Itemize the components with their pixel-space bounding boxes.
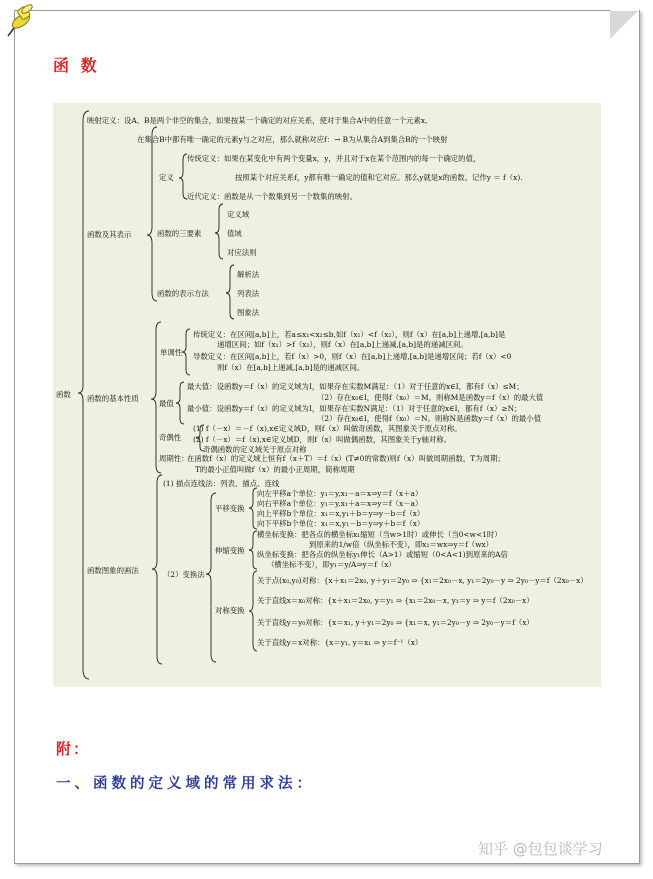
section-heading: 一、函数的定义域的常用求法： bbox=[56, 776, 315, 792]
modern-definition: 近代定义：函数是从一个数集到另一个数集的映射。 bbox=[187, 192, 357, 201]
parity-domain-note: 奇偶函数的定义域关于原点对称 bbox=[203, 445, 307, 454]
traditional-definition: 传统定义：如果在某变化中有两个变量x，y，并且对于x在某个范围内的每一个确定的值， bbox=[187, 154, 481, 163]
traditional-definition-cont: 按照某个对应关系f，y都有唯一确定的值和它对应。那么y就是x的函数。记作y ＝ f（x). bbox=[235, 173, 523, 182]
minimum-def-cont: （2）存在x₀∈I，使得f（x₀）＝N。则称N是函数y＝f（x）的最小值 bbox=[317, 414, 542, 423]
mono-derivative: 导数定义：在区间[a,b]上，若f（x）>0，则f（x）在[a,b]上递增,[a,b]是递增区间；若f（x）<0 bbox=[193, 352, 512, 361]
three-elements-label: 函数的三要素 bbox=[157, 229, 202, 238]
pushpin-icon bbox=[4, 2, 40, 38]
watermark: 知乎 @包包谈学习 bbox=[478, 840, 603, 858]
mapping-definition: 映射定义：设A、B是两个非空的集合，如果按某一个确定的对应关系，使对于集合A中的任意一个元素x, bbox=[87, 116, 428, 125]
periodic-definition: 在函数f（x）的定义域上恒有f（x＋T）＝f（x）(T≠0的常数)则f（x）叫做周期函数，T为周期； bbox=[187, 454, 505, 463]
group-properties: 函数的基本性质 bbox=[87, 394, 139, 403]
definition-label: 定义 bbox=[159, 173, 174, 182]
shift-left: 向左平移a个单位：y₁＝y,x₁－a＝x⇒y＝f（x＋a） bbox=[257, 489, 423, 498]
shift-up: 向上平移b个单位：x₁＝x,y₁＋b＝y⇒y－b＝f（x） bbox=[257, 509, 425, 518]
mapping-definition-cont: 在集合B中都有唯一确定的元素y与之对应，那么就称对应f：→ B为从集合A到集合B的一个映射 bbox=[137, 135, 448, 144]
symmetry-vertical-line: 关于直线x＝x₀对称：{x＋x₁＝2x₀, y＝y₁ ⇒ {x₁＝2x₀－x, y₁＝y ⇒ y＝f（2x₀－x） bbox=[257, 596, 534, 605]
stretch-label: 伸缩变换 bbox=[215, 546, 245, 555]
function-mindmap bbox=[53, 103, 601, 687]
parity-label: 奇偶性 bbox=[159, 433, 182, 442]
stretch-vertical-cont: （横坐标不变），即y₁＝y/A⇒y＝f（x） bbox=[267, 560, 396, 569]
minimum-def: 最小值：设函数y＝f（x）的定义域为I，如果存在实数N满足：（1）对于任意的x∈I，都有f（x）≥N； bbox=[187, 404, 522, 413]
mono-derivative-cont: 则f（x）在[a,b]上递减,[a,b]是的递减区间。 bbox=[217, 363, 365, 372]
shift-down: 向下平移b个单位：x₁＝x,y₁－b＝y⇒y＋b＝f（x） bbox=[257, 519, 425, 528]
mono-traditional-cont: 递增区间；如f（x₁）>f（x₂），则f（x）在[a,b]上递减,[a,b]是的递减区间。 bbox=[217, 340, 468, 349]
symmetry-horizontal-line: 关于直线y＝y₀对称：{x＝x₁, y＋y₁＝2y₀ ⇒ {x₁＝x, y₁＝2y₀－y ⇒ 2y₀－y＝f（x） bbox=[257, 618, 534, 627]
even-function: (2) f（－x）＝f（x),x∈定义域D，则f（x）叫做偶函数，其图象关于y轴对称。 bbox=[193, 435, 452, 444]
analytic-method: 解析法 bbox=[237, 270, 260, 279]
group-representation: 函数及其表示 bbox=[87, 230, 132, 239]
monotonicity-label: 单调性 bbox=[160, 348, 183, 357]
root-label: 函数 bbox=[56, 390, 71, 399]
maximum-def: 最大值：设函数y＝f（x）的定义域为I，如果存在实数M满足：（1）对于任意的x∈I，都有f（x）≤M； bbox=[187, 382, 524, 391]
range-item: 值域 bbox=[227, 229, 242, 238]
graph-method: 图象法 bbox=[237, 308, 260, 317]
rule-item: 对应法则 bbox=[227, 248, 257, 257]
appendix-heading: 附： bbox=[56, 740, 91, 758]
transform-method: （2）变换法 bbox=[163, 570, 205, 579]
stretch-horizontal: 横坐标变换：把各点的横坐标x₁缩短（当w>1时）或伸长（当0<w<1时） bbox=[257, 530, 502, 539]
point-plot-method: (1) 描点连线法：列表、描点、连线 bbox=[163, 479, 280, 488]
group-graphing: 函数图象的画法 bbox=[87, 566, 139, 575]
odd-function: (1) f（－x）＝－f（x),x∈定义域D，则f（x）叫做奇函数，其图象关于原点对称。 bbox=[193, 424, 462, 433]
symmetry-diagonal: 关于直线y＝x对称：{x＝y₁, y＝x₁ ⇒ y＝f⁻¹（x） bbox=[257, 638, 423, 647]
page-fold bbox=[610, 11, 638, 39]
domain-item: 定义域 bbox=[227, 210, 250, 219]
extreme-label: 最值 bbox=[159, 399, 174, 408]
mono-traditional: 传统定义：在区间[a,b]上，若a≤x₁<x₂≤b,如f（x₁）<f（x₂），则f（x）在[a,b]上递增,[a,b]是 bbox=[193, 330, 506, 339]
list-method: 列表法 bbox=[237, 289, 260, 298]
symmetry-point: 关于点(x₀,y₀)对称：{x＋x₁＝2x₀, y＋y₁＝2y₀ ⇒ {x₁＝2x₀－x, y₁＝2y₀－y ⇒ 2y₀－y＝f（2x₀－x） bbox=[257, 576, 588, 585]
stretch-vertical: 纵坐标变换：把各点的纵坐标y₁伸长（A>1）或缩短（0<A<1)到原来的A倍 bbox=[257, 550, 508, 559]
translation-label: 平移变换 bbox=[215, 504, 245, 513]
maximum-def-cont: （2）存在x₀∈I，使得f（x₀）＝M。则称M是函数y＝f（x）的最大值 bbox=[317, 393, 544, 402]
periodic-definition-cont: T的最小正值叫做f（x）的最小正周期，简称周期 bbox=[195, 465, 355, 474]
shift-right: 向右平移a个单位：y₁＝y,x₁＋a＝x⇒y＝f（x－a） bbox=[257, 499, 423, 508]
symmetry-label: 对称变换 bbox=[215, 606, 245, 615]
page-title: 函 数 bbox=[53, 56, 100, 75]
representation-label: 函数的表示方法 bbox=[157, 289, 209, 298]
stretch-horizontal-cont: 到原来的1/w倍（纵坐标不变），即x₁＝wx⇒y＝f（wx） bbox=[309, 540, 494, 549]
periodicity-label: 周期性： bbox=[159, 454, 189, 463]
